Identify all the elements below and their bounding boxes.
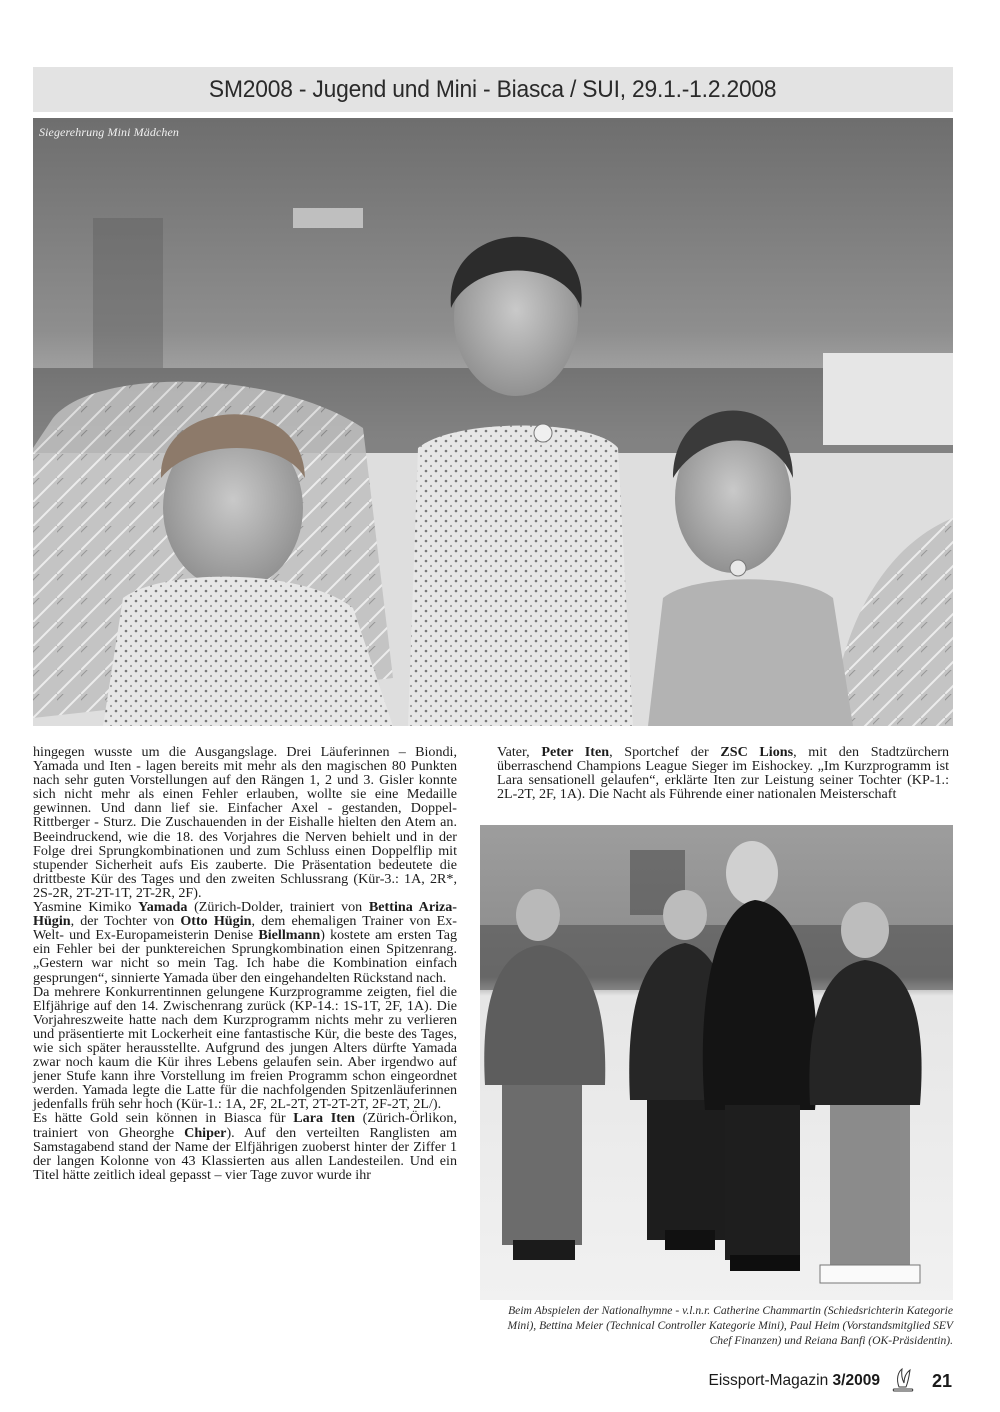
article-paragraph: [497, 745, 949, 801]
main-photo: [33, 118, 953, 726]
bold-name: Peter Iten: [541, 744, 610, 760]
text-run: (Zürich-Örlikon, trainiert von Gheorghe: [33, 1110, 457, 1141]
skate-wing-logo-icon: [890, 1367, 916, 1395]
page-number: 21: [931, 1370, 952, 1391]
article-paragraph: [33, 900, 457, 985]
text-run: , der Tochter von: [70, 913, 181, 930]
header-band: [33, 67, 953, 112]
article-right-column: [497, 745, 949, 801]
bold-name: ZSC Lions: [720, 744, 794, 760]
text-run: hingegen wusste um die Ausgangslage. Drei Läuferinnen – Biondi, Yamada und Iten - lagen bereits mit mehr als den magischen 80 Punkten nach sehr guten Vorstellungen auf den Rängen 1, 2 und 3. Gisler konnte sich nicht mehr als einen Fehler erlauben, wollte sie eine Medaille gewinnen. Und dann lief sie. Einfacher Axel - gestanden, Doppel-Rittberger - Sturz. Die Zuschauenden in der Eishalle hielten den Atem an. Beeindruckend, wie die 18. des Vorjahres die Nerven behielt und in der Folge drei Sprungkombinationen und zum Schluss einen Doppelflip mit stupender Sicherheit aufs Eis zauberte. Die Präsentation bedeutete die drittbeste Kür des Tages und den zweiten Schlussrang (Kür-3.: 1A, 2R*, 2S-2R, 2T-2T-1T, 2T-2R, 2F).: [33, 744, 457, 901]
text-run: , dem ehemaligen Trainer von Ex-Welt- und Ex-Europameisterin Denise: [33, 913, 457, 944]
text-run: Da mehrere Konkurrentinnen gelungene Kurzprogramme zeigten, fiel die Elfjährige auf den 14. Zwischenrang zurück (KP-14.: 1S-1T, 2F, 1A). Die Vorjahreszweite hatte nach dem Kurzprogramm nichts mehr zu verlieren und präsentierte mit Lockerheit eine fantastische Kür, die beste des Tages, wie sich später herausstellte. Aufgrund des jungen Alters dürfte Yamada zwar noch kaum die Kür ihres Lebens gelaufen sein. Aber irgendwo auf jener Stufe kann ihre Vorstellung im freien Programm schon eingeordnet werden. Yamada legte die Latte für die nachfolgenden Spitzenläuferinnen jedenfalls früh sehr hoch (Kür-1.: 1A, 2F, 2L-2T, 2T-2T-2T, 2F-2T, 2L/).: [33, 983, 457, 1113]
text-run: ) kostete am ersten Tag ein Fehler bei der punktereichen Sprungkombination einen Spitzenrang. „Gestern war nicht so mein Tag. Ich habe die Kombination einfach gesprungen“, sinnierte Yamada über den eingehandelten Rückstand nach.: [33, 927, 457, 986]
article-paragraph: [33, 985, 457, 1112]
page-footer: [708, 1367, 952, 1395]
second-photo-caption: Beim Abspielen der Nationalhymne - v.l.n.r. Catherine Chammartin (Schiedsrichterin Kategorie Mini), Bettina Meier (Technical Controller Kategorie Mini), Paul Heim (Vorstandsmitglied SEV Chef Finanzen) und Reiana Banfi (OK-Präsidentin).: [507, 1304, 953, 1347]
text-run: , Sportchef der: [609, 744, 721, 760]
magazine-title: Eissport-Magazin: [708, 1372, 829, 1389]
article-paragraph: [33, 1111, 457, 1181]
magazine-name: [708, 1372, 879, 1390]
text-run: Vater,: [497, 744, 542, 760]
main-photo-caption: Siegerehrung Mini Mädchen: [39, 125, 180, 139]
text-run: (Zürich-Dolder, trainiert von: [187, 899, 369, 916]
text-run: ). Auf den verteilten Ranglisten am Samstagabend stand der Name der Elfjährigen zuoberst hinter der Ziffer 1 der langen Kolonne von 43 Klassierten aus allen Landesteilen. Und ein Titel hätte zeitlich ideal gepasst – vier Tage zuvor wurde ihr: [33, 1124, 457, 1183]
bold-name: Bettina Ariza-Hügin: [33, 899, 457, 930]
text-run: , mit den Stadtzürchern überraschend Champions League Sieger im Eishockey. „Im Kurzprogramm ist Lara sensationell gelaufen“, erklärte Iten zur Leistung seiner Tochter (KP-1.: 2L-2T, 2F, 1A). Die Nacht als Führende einer nationalen Meisterschaft: [497, 744, 949, 803]
magazine-issue: 3/2009: [832, 1372, 880, 1389]
bold-name: Biellmann: [258, 927, 321, 944]
text-run: Es hätte Gold sein können in Biasca für: [33, 1110, 294, 1127]
officials-photo-illustration: [480, 825, 953, 1300]
page-title: SM2008 - Jugend und Mini - Biasca / SUI, 29.1.-1.2.2008: [209, 75, 777, 103]
bold-name: Otto Hügin: [180, 913, 252, 930]
podium-photo-illustration: [33, 118, 953, 726]
second-photo: [480, 825, 953, 1300]
bold-name: Lara Iten: [293, 1110, 355, 1127]
article-paragraph: [33, 745, 457, 900]
article-left-column: [33, 745, 457, 1182]
bold-name: Chiper: [184, 1124, 227, 1141]
bold-name: Yamada: [138, 899, 188, 916]
text-run: Yasmine Kimiko: [33, 899, 139, 916]
